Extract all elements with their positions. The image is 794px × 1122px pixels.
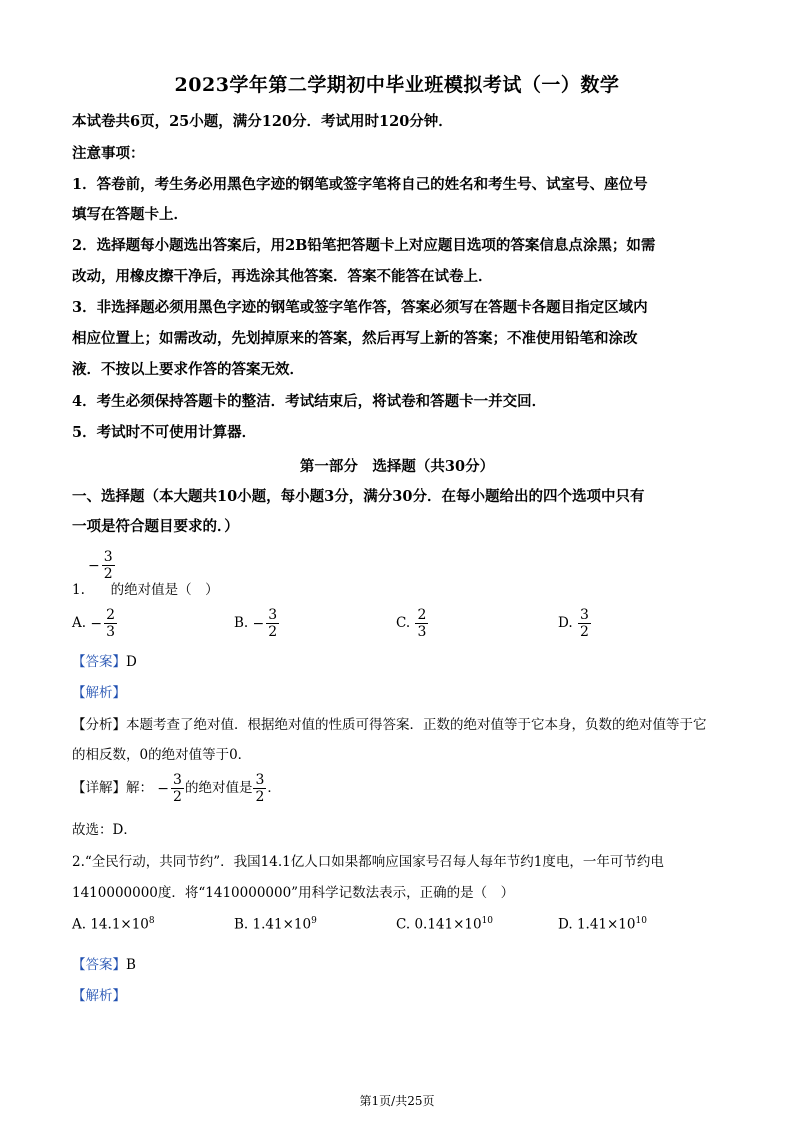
notice-line: 2．选择题每小题选出答案后，用2B铅笔把答题卡上对应题目选项的答案信息点涂黑；如需	[72, 237, 656, 254]
notice-line: 5．考试时不可使用计算器．	[72, 424, 257, 441]
notice-line: 3．非选择题必须用黑色字迹的钢笔或签字笔作答，答案必须写在答题卡各题目指定区域内	[72, 299, 648, 316]
q1-fenxi-cont: 的相反数，0的绝对值等于0．	[72, 747, 252, 763]
q1-detail: 【详解】解： − $\frac{3}{2}$ 的绝对值是 $\frac{3}{2}$ ．	[72, 772, 281, 805]
q1-conclusion: 故选：D．	[72, 822, 137, 838]
q2-analysis-tag: 【解析】	[72, 988, 126, 1004]
page-title: 2023学年第二学期初中毕业班模拟考试（一）数学	[174, 74, 620, 96]
notice-line: 液．不按以上要求作答的答案无效．	[72, 361, 304, 378]
section-desc: 一项是符合题目要求的．）	[72, 518, 239, 535]
q2-option-c: C. $0.141\times 10^{10}$	[396, 916, 494, 933]
q1-fenxi: 【分析】本题考查了绝对值．根据绝对值的性质可得答案．正数的绝对值等于它本身，负数的绝对值等于它	[72, 717, 707, 733]
q2-stem-line2: 1410000000度．将“1410000000”用科学记数法表示，正确的是（ ）	[72, 885, 515, 901]
q1-option-c: C. $\frac{2}{3}$	[396, 607, 427, 640]
q1-answer: 【答案】D	[72, 654, 137, 670]
notice-line: 填写在答题卡上．	[72, 206, 188, 223]
q1-option-d: D. $\frac{3}{2}$	[558, 607, 589, 640]
section-title: 第一部分 选择题（共30分）	[299, 458, 495, 475]
notice-line: 相应位置上；如需改动，先划掉原来的答案，然后再写上新的答案；不准使用铅笔和涂改	[72, 330, 638, 347]
notice-heading: 注意事项：	[72, 145, 145, 162]
q2-option-a: A. $14.1\times 10^8$	[72, 916, 155, 933]
notice-line: 改动，用橡皮擦干净后，再选涂其他答案．答案不能答在试卷上．	[72, 268, 493, 285]
q1-stem-fraction: − $\frac{3}{2}$	[88, 549, 113, 582]
q1-option-b: B. − $\frac{3}{2}$	[234, 607, 278, 640]
q1-stem: 1. 的绝对值是（ ）	[72, 582, 219, 598]
q2-stem-line1: 2.“全民行动，共同节约”．我国14.1亿人口如果都响应国家号召每人每年节约1度电，一年可节约电	[72, 854, 664, 870]
q2-option-d: D. $1.41\times 10^{10}$	[558, 916, 647, 933]
q1-option-a: A. − $\frac{2}{3}$	[72, 607, 115, 640]
q2-answer: 【答案】B	[72, 957, 136, 973]
q2-option-b: B. $1.41\times 10^9$	[234, 916, 317, 933]
notice-line: 4．考生必须保持答题卡的整洁．考试结束后，将试卷和答题卡一并交回．	[72, 393, 547, 410]
page-footer: 第1页/共25页	[359, 1094, 435, 1108]
exam-intro: 本试卷共6页，25小题，满分120分．考试用时120分钟．	[72, 113, 453, 130]
section-desc: 一、选择题（本大题共10小题，每小题3分，满分30分．在每小题给出的四个选项中只有	[72, 488, 645, 505]
q1-analysis-tag: 【解析】	[72, 685, 126, 701]
notice-line: 1．答卷前，考生务必用黑色字迹的钢笔或签字笔将自己的姓名和考生号、试室号、座位号	[72, 176, 648, 193]
